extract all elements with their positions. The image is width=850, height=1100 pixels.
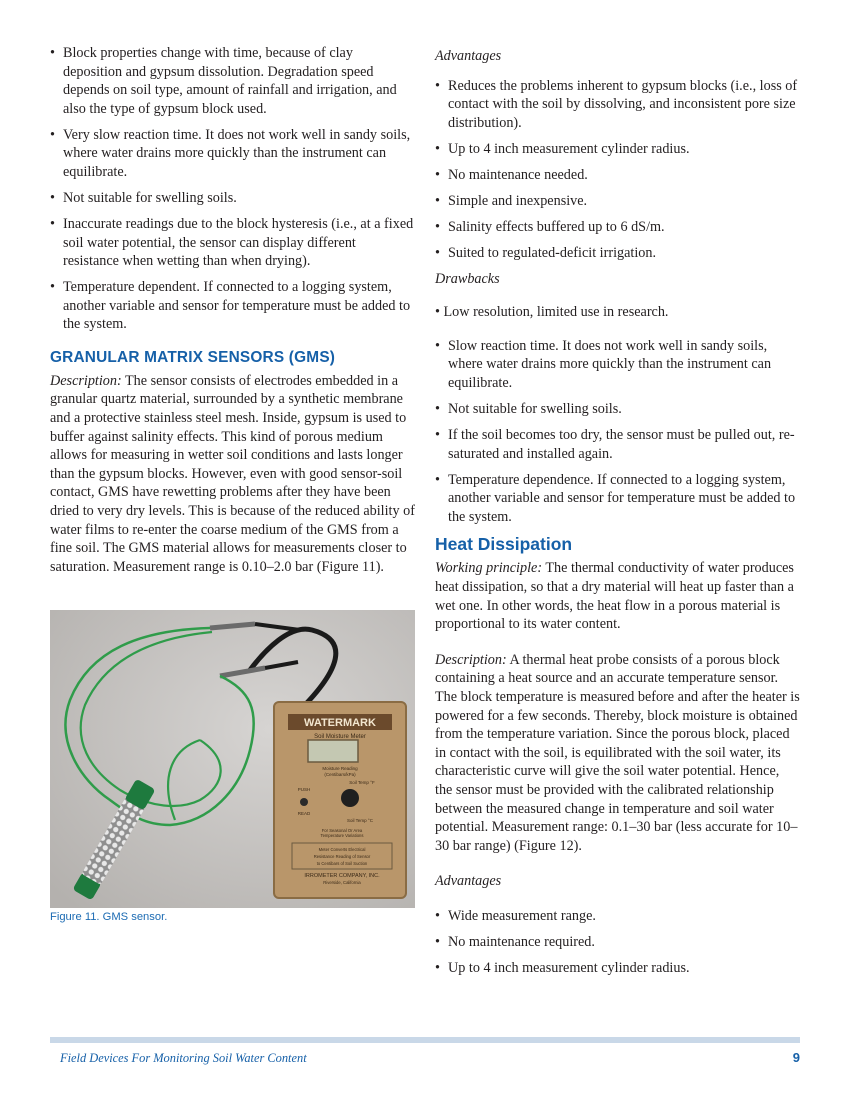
list-item: • Temperature dependence. If connected to a logging system, another variable and sensor for temperature must be added to the system. [435,471,800,527]
list-item: • Wide measurement range. [435,907,800,926]
gms-heading: GRANULAR MATRIX SENSORS (GMS) [50,348,336,366]
list-item: • Inaccurate readings due to the block hysteresis (i.e., at a fixed soil water potential, the sensor can display different resistance when wetting than when drying). [50,215,415,271]
list-item: • Suited to regulated-deficit irrigation. [435,244,800,263]
gms-description-text: The sensor consists of electrodes embedded in a granular quartz material, surrounded by a synthetic membrane and a protective stainless steel mesh. Inside, gypsum is used to buffer against salinity effects. This kind of porous medium allows for measuring in wetter soil conditions and lasts longer than the gypsum blocks. However, even with good sensor-soil contact, GMS have rewetting problems after they have been dried to very dry levels. This is because of the reduced ability of water films to re-enter the coarse medium of the GMS from a fine soil. The GMS material allows for measurements closer to saturation. Measurement range is 0.10–2.0 bar (Figure 11). [50,372,415,575]
figure-caption: Figure 11. GMS sensor. [50,911,168,923]
meter-dial-knob [341,789,359,807]
meter-box-line-2: Resistance Reading of Sensor [313,854,371,859]
footer-title: Field Devices For Monitoring Soil Water Content [60,1051,307,1065]
list-item: • Reduces the problems inherent to gypsum blocks (i.e., loss of contact with the soil by dissolving, and inconsistent pore size distribution). [435,77,800,133]
meter-push-label: PUSH [297,787,311,792]
drawbacks-label: Drawbacks [435,270,500,287]
gms-description [50,372,415,577]
gms-advantages-list [435,77,800,263]
list-item: • Salinity effects buffered up to 6 dS/m. [435,218,800,237]
list-item: • Simple and inexpensive. [435,192,800,211]
list-item: • Not suitable for swelling soils. [435,400,800,419]
meter-note-1: For Seasonal Or Area [321,828,363,833]
meter-dial-label-2: Soil Temp °C [347,818,373,823]
meter-read-label: READ [297,811,311,816]
advantages2-label: Advantages [435,873,502,890]
working-principle-text: The thermal conductivity of water produces heat dissipation, so that a dry material will heat up faster than a wet one. In other words, the heat flow in a porous material is proportional to its water content. [435,560,794,633]
gypsum-drawbacks-list [50,44,415,334]
list-item: • Block properties change with time, because of clay deposition and gypsum dissolution. Degradation speed depends on soil type, amount of rainfall and irrigation, and also the type of gypsum block used. [50,44,415,118]
advantages-label: Advantages [435,48,502,64]
list-item: • Up to 4 inch measurement cylinder radius. [435,959,800,978]
heat-advantages-list [435,907,800,978]
working-principle-label: Working principle: [435,560,543,577]
meter-box-line-1: Meter Converts Electrical [318,847,366,852]
meter-dial-label: Soil Temp °F [349,780,375,785]
gms-sensor-illustration [50,610,415,908]
gms-sensor-photo [50,610,415,908]
heat-description-label: Description: [435,651,507,668]
drawback-first: • Low resolution, limited use in research. [435,304,669,321]
list-item: • Up to 4 inch measurement cylinder radius. [435,140,800,159]
meter-note-2: Temperature Variations [320,833,364,838]
list-item: • Not suitable for swelling soils. [50,189,415,208]
heat-description [435,651,800,856]
right-column [435,47,800,985]
meter-box-line-3: to Centibars of Soil Suction [316,861,368,866]
meter-maker: IRROMETER COMPANY, INC. [304,873,380,879]
working-principle [435,559,800,633]
meter-model: Soil Moisture Meter [314,734,366,740]
meter-display-note-1: Moisture Reading [322,766,358,771]
list-item: • Very slow reaction time. It does not work well in sandy soils, where water drains more quickly than the instrument can equilibrate. [50,126,415,182]
heat-description-text: A thermal heat probe consists of a porous block containing a heat source and an accurate temperature sensor. The block temperature is measured before and after the heater is powered for a few seconds. Thereby, block moisture is obtained from the temperature variation. Since the porous block, placed in contact with the soil, is equilibrated with the soil water, its characteristic curve will give the soil water potential. Hence, the sensor must be provided with the calibrated relationship between the measured change in temperature and soil water potential. Measurement range: 0.1–30 bar (less accurate for 10–30 bar range) (Figure 12). [435,651,800,854]
footer-divider [50,1037,800,1043]
list-item: • Temperature dependent. If connected to a logging system, another variable and sensor for temperature must be added to the system. [50,278,415,334]
gms-description-label: Description: [50,372,122,389]
soil-moisture-meter [274,702,406,898]
heat-dissipation-heading: Heat Dissipation [435,534,573,555]
gms-drawbacks-list [435,337,800,527]
meter-brand: WATERMARK [304,717,376,729]
left-column [50,44,415,576]
list-item: • No maintenance needed. [435,166,800,185]
list-item: • Slow reaction time. It does not work well in sandy soils, where water drains more quickly than the instrument can equilibrate. [435,337,800,393]
list-item: • If the soil becomes too dry, the sensor must be pulled out, re-saturated and installed again. [435,426,800,463]
meter-location: Riverside, California [323,880,361,885]
meter-display-note-2: (Centibars/kPa) [324,772,356,777]
list-item: • No maintenance required. [435,933,800,952]
page-number: 9 [792,1050,800,1065]
